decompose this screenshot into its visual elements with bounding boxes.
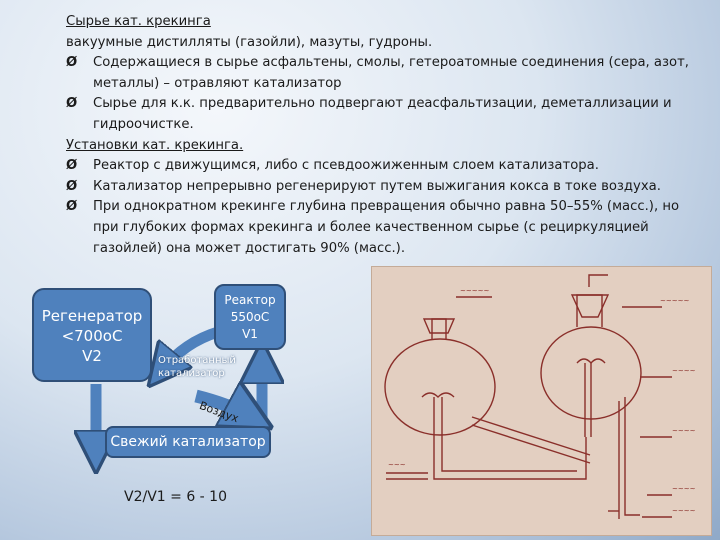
bullet-mark: Ø: [66, 96, 78, 112]
title: Сырье кат. крекинга: [66, 14, 211, 29]
bullet-text: Реактор с движущимся, либо с псевдоожиженным слоем катализатора.: [93, 158, 599, 174]
spent-catalyst-line1: Отработанный: [158, 355, 236, 366]
bullet-text: Содержащиеся в сырье асфальтены, смолы, гетероатомные соединения (сера, азот, металлы) – отравляют катализатор: [93, 55, 689, 91]
regenerator-label: Регенератор: [41, 307, 143, 325]
cracking-unit-sketch: [372, 267, 711, 535]
bullet-text: Сырье для к.к. предварительно подвергают деасфальтизации, деметаллизации и гидроочистке.: [93, 96, 672, 132]
reactor-volume: V1: [242, 327, 258, 341]
sketch-scribble-1: ~~~~~: [460, 287, 490, 295]
air-label: Воздух: [197, 399, 241, 426]
reactor-label: Реактор: [224, 293, 276, 307]
subtitle: Установки кат. крекинга.: [66, 137, 244, 153]
bullet-text: Катализатор непрерывно регенерируют путем выжигания кокса в токе воздуха.: [93, 178, 661, 194]
volume-ratio: V2/V1 = 6 - 10: [124, 489, 227, 505]
feedstock-line: вакуумные дистилляты (газойли), мазуты, гудроны.: [66, 34, 433, 50]
sketch-scribble-3: ~~~~: [672, 367, 696, 375]
bullet-mark: Ø: [66, 199, 78, 215]
regenerator-box: [32, 288, 152, 382]
spent-catalyst-label: [158, 354, 236, 380]
sketch-scribble-2: ~~~~~: [660, 297, 690, 305]
sketch-photo: [371, 266, 712, 536]
bullet-mark: Ø: [66, 158, 78, 174]
bullet-mark: Ø: [66, 55, 78, 71]
sketch-scribble-5: ~~~~: [672, 485, 696, 493]
regenerator-volume: V2: [82, 347, 102, 365]
regenerator-vessel: [385, 339, 495, 435]
bullet-text: При однократном крекинге глубина превращения обычно равна 50–55% (масс.), но при глубоких формах крекинга и более качественном сырье (с рециркуляцией газойлей) она может достигать 90% (масс.).: [93, 199, 680, 256]
bullet-mark: Ø: [66, 178, 78, 194]
reactor-temp: 550oC: [230, 310, 270, 324]
sketch-scribble-4: ~~~~: [672, 427, 696, 435]
fresh-catalyst-box: Свежий катализатор: [105, 426, 271, 458]
reactor-box: [214, 284, 286, 350]
regenerator-temp: <700oC: [61, 327, 123, 345]
spent-catalyst-line2: катализатор: [158, 368, 225, 379]
sketch-scribble-6: ~~~~: [672, 507, 696, 515]
sketch-scribble-7: ~~~: [388, 461, 406, 469]
